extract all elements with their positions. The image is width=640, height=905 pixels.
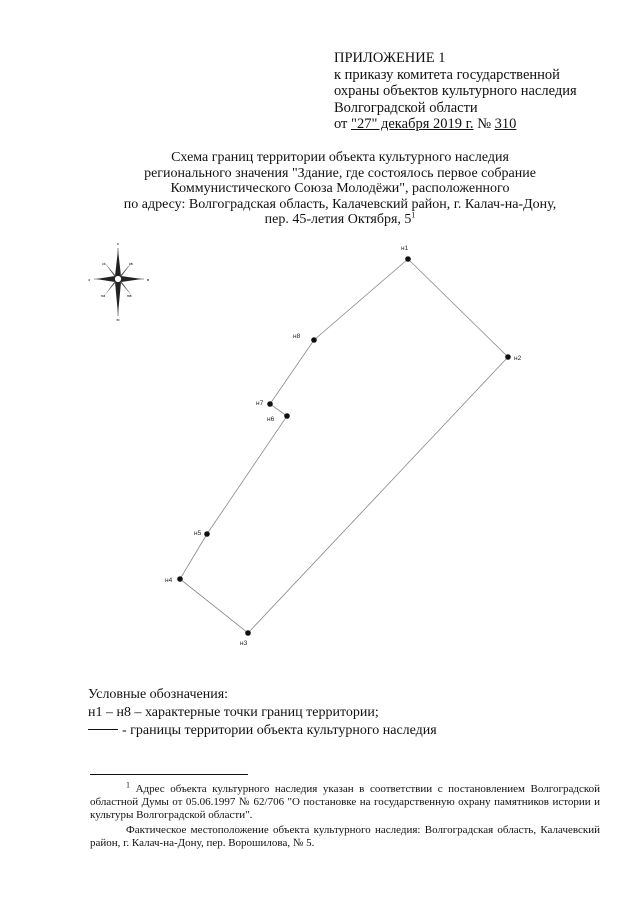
footnote-mark: 1: [126, 780, 130, 790]
appendix-line-1: к приказу комитета государственной: [334, 66, 560, 83]
compass-label-n: с: [117, 241, 119, 246]
point-marker-n2: [505, 354, 511, 360]
point-marker-n4: [177, 576, 183, 582]
legend-heading: Условные обозначения:: [88, 687, 229, 702]
legend-line-text: - границы территории объекта культурного наследия: [122, 723, 437, 738]
point-label-n7: н7: [256, 400, 264, 407]
boundary-points: [177, 256, 511, 636]
point-marker-n6: [284, 413, 290, 419]
point-marker-n5: [204, 531, 210, 537]
order-number: 310: [494, 116, 517, 132]
point-label-n2: н2: [514, 355, 522, 362]
point-labels: [165, 245, 522, 647]
address-text: пер. 45-летия Октября, 5: [264, 212, 412, 227]
footnote-text-1: Адрес объекта культурного наследия указан в соответствии с постановлением Волгоградской областной Думы от 05.06.1997 № 62/706 "О постановке на государственную охрану памятников истории и культуры Волгоградской области".: [90, 783, 600, 821]
point-label-n1: н1: [401, 245, 409, 252]
appendix-line-2: охраны объектов культурного наследия: [334, 83, 577, 99]
footnote-paragraph-1: [90, 780, 600, 822]
footnote-paragraph-2: Фактическое местоположение объекта культурного наследия: Волгоградская область, Калачевский район, г. Калач-на-Дону, пер. Ворошилова, № 5.: [90, 824, 600, 849]
scheme-title-line-1: Схема границ территории объекта культурного наследия: [171, 150, 509, 165]
territory-boundary: [180, 259, 508, 633]
appendix-title: ПРИЛОЖЕНИЕ 1: [334, 50, 446, 66]
point-marker-n1: [405, 256, 411, 262]
compass-label-s: ю: [116, 317, 120, 322]
compass-label-w: з: [88, 277, 90, 282]
point-label-n5: н5: [194, 530, 202, 537]
compass-label-e: в: [147, 277, 150, 282]
scheme-title-line-2: регионального значения "Здание, где состоялось первое собрание: [144, 165, 536, 181]
appendix-line-3: Волгоградской области: [334, 99, 478, 116]
point-marker-n8: [311, 337, 317, 343]
legend-line-entry: [88, 722, 437, 740]
point-label-n3: н3: [240, 640, 248, 647]
scheme-title-line-3: Коммунистического Союза Молодёжи", расположенного: [170, 181, 510, 196]
compass-rose-icon: [88, 241, 149, 322]
compass-label-sw: юз: [101, 294, 106, 298]
point-marker-n3: [245, 630, 251, 636]
order-date: "27" декабря 2019 г.: [351, 116, 474, 132]
compass-label-nw: сз: [102, 262, 106, 266]
number-prefix: №: [473, 116, 495, 132]
footnote-reference: 1: [411, 210, 416, 220]
legend-points-entry: н1 – н8 – характерные точки границ территории;: [88, 705, 379, 720]
point-label-n6: н6: [267, 416, 275, 423]
footnote-separator: [90, 774, 248, 775]
point-label-n4: н4: [165, 577, 173, 584]
boundary-line-symbol: [88, 729, 118, 730]
legend: [88, 686, 437, 740]
compass-label-ne: св: [129, 262, 133, 266]
point-marker-n7: [267, 401, 273, 407]
compass-label-se: юв: [127, 294, 132, 298]
footnote: [90, 780, 600, 850]
point-label-n8: н8: [293, 333, 301, 340]
scheme-title-line-4: по адресу: Волгоградская область, Калачевский район, г. Калач-на-Дону,: [123, 196, 557, 212]
date-prefix: от: [334, 116, 352, 132]
